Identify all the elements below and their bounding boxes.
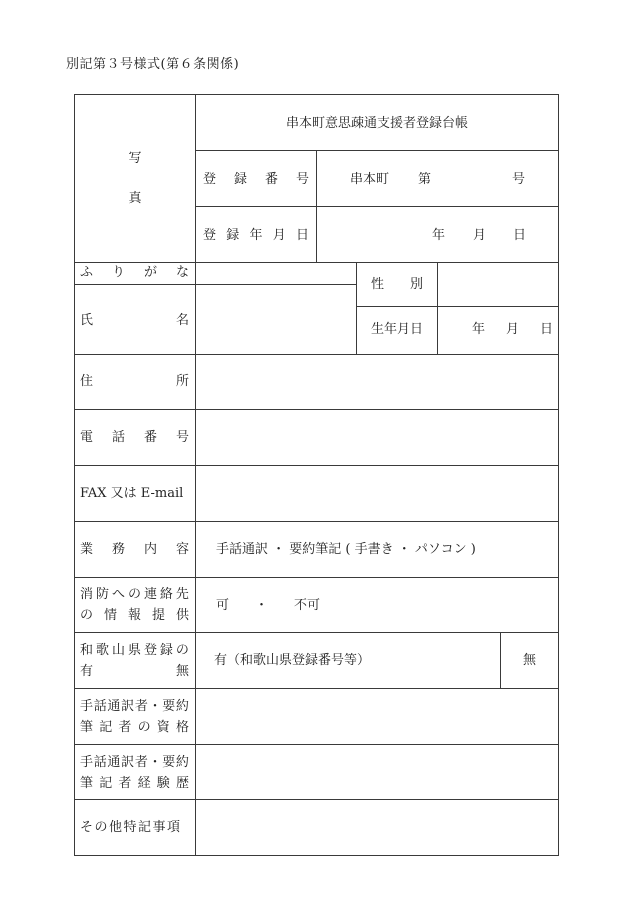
fire-info-value: 可 ・ 不可 [216, 598, 321, 613]
qualification-label-line1 [80, 698, 189, 715]
char: 情 [103, 608, 117, 623]
ledger-title: 串本町意思疎通支援者登録台帳 [285, 116, 468, 131]
fire-info-label-line1 [80, 586, 189, 603]
wakayama-label-line1 [80, 642, 189, 659]
gender-label [371, 276, 423, 293]
char: 約 [175, 699, 189, 714]
char: 手 [80, 755, 94, 770]
char: が [143, 265, 157, 280]
divider [74, 465, 559, 466]
char: 筆 [80, 776, 94, 791]
divider [74, 744, 559, 745]
char: 有 [80, 664, 94, 679]
char: 録 [226, 228, 240, 243]
char: ・ [148, 755, 162, 770]
birthdate-label: 生年月日 [370, 322, 423, 337]
char: 防 [95, 587, 109, 602]
divider [74, 262, 559, 263]
table-border-bottom [74, 855, 559, 856]
divider [316, 150, 317, 263]
char: 氏 [80, 313, 94, 328]
divider [356, 262, 357, 354]
char: 記 [99, 720, 113, 735]
char: 通 [107, 755, 121, 770]
char: 番 [143, 430, 157, 445]
char: の [175, 643, 189, 658]
char: 山 [111, 643, 125, 658]
char: 筆 [80, 720, 94, 735]
char: 性 [371, 277, 385, 292]
name-label [80, 312, 189, 329]
char: 録 [159, 643, 173, 658]
registration-dai: 第 [418, 172, 432, 187]
registration-date-year: 年 [432, 228, 446, 243]
char: 者 [118, 776, 132, 791]
registration-date-label [203, 227, 309, 244]
char: 登 [203, 228, 217, 243]
divider [74, 521, 559, 522]
char: 歌 [95, 643, 109, 658]
char: 供 [175, 608, 189, 623]
registration-number-label [203, 171, 309, 188]
other-notes-label: その他特記事項 [80, 820, 182, 835]
char: 無 [175, 664, 189, 679]
char: 電 [80, 430, 94, 445]
char: 報 [127, 608, 141, 623]
char: 消 [80, 587, 94, 602]
divider [195, 206, 559, 207]
char: 要 [162, 699, 176, 714]
divider [74, 284, 356, 285]
char: ふ [80, 265, 94, 280]
char: 資 [156, 720, 170, 735]
divider [74, 688, 559, 689]
wakayama-no: 無 [522, 653, 536, 668]
phone-label [80, 429, 189, 446]
char: 約 [175, 755, 189, 770]
table-border-top [74, 94, 559, 95]
char: の [80, 608, 94, 623]
char: 提 [151, 608, 165, 623]
char: 登 [203, 172, 217, 187]
fax-email-label: FAX 又は E-mail [80, 486, 184, 501]
photo-label-1: 写 [128, 151, 142, 166]
char: 連 [143, 587, 157, 602]
char: の [127, 587, 141, 602]
experience-label-line2 [80, 775, 189, 792]
char: 務 [111, 542, 125, 557]
char: 業 [80, 542, 94, 557]
char: 経 [137, 776, 151, 791]
char: 番 [264, 172, 278, 187]
char: 験 [156, 776, 170, 791]
char: 録 [233, 172, 247, 187]
char: 訳 [121, 699, 135, 714]
char: な [175, 265, 189, 280]
label-column-divider [195, 94, 196, 856]
char: 要 [162, 755, 176, 770]
divider [74, 409, 559, 410]
registration-go: 号 [512, 172, 526, 187]
divider [356, 306, 559, 307]
char: 話 [111, 430, 125, 445]
char: 容 [175, 542, 189, 557]
birthdate-day: 日 [540, 322, 554, 337]
fire-info-label-line2 [80, 607, 189, 624]
char: 年 [249, 228, 263, 243]
qualification-label-line2 [80, 719, 189, 736]
wakayama-label-line2 [80, 663, 189, 680]
divider [437, 262, 438, 354]
char: 者 [134, 699, 148, 714]
char: 絡 [159, 587, 173, 602]
divider [74, 799, 559, 800]
char: 者 [134, 755, 148, 770]
char: 県 [127, 643, 141, 658]
char: り [111, 265, 125, 280]
registration-town: 串本町 [350, 172, 390, 187]
char: 日 [295, 228, 309, 243]
char: 手 [80, 699, 94, 714]
char: 登 [143, 643, 157, 658]
char: 訳 [121, 755, 135, 770]
char: 歴 [175, 776, 189, 791]
char: 号 [295, 172, 309, 187]
char: の [137, 720, 151, 735]
divider [74, 577, 559, 578]
char: 話 [93, 699, 107, 714]
char: 先 [175, 587, 189, 602]
registration-date-month: 月 [473, 228, 487, 243]
char: 内 [143, 542, 157, 557]
birthdate-year: 年 [472, 322, 486, 337]
char: 住 [80, 374, 94, 389]
char: 話 [93, 755, 107, 770]
form-reference: 別記第３号様式(第６条関係) [66, 57, 240, 72]
table-border-right [558, 94, 559, 856]
photo-label-2: 真 [128, 191, 142, 206]
char: ・ [148, 699, 162, 714]
char: 別 [409, 277, 423, 292]
experience-label-line1 [80, 754, 189, 771]
char: 通 [107, 699, 121, 714]
char: へ [111, 587, 125, 602]
registration-date-day: 日 [513, 228, 527, 243]
divider [195, 150, 559, 151]
char: 記 [99, 776, 113, 791]
divider [74, 354, 559, 355]
char: 和 [80, 643, 94, 658]
divider [74, 632, 559, 633]
birthdate-month: 月 [506, 322, 520, 337]
char: 月 [272, 228, 286, 243]
char: 号 [175, 430, 189, 445]
char: 所 [175, 374, 189, 389]
address-label [80, 373, 189, 390]
wakayama-yes: 有（和歌山県登録番号等） [214, 653, 371, 668]
furigana-label [80, 264, 189, 281]
work-value: 手話通訳 ・ 要約筆記 ( 手書き ・ パソコン ) [216, 542, 476, 557]
work-label [80, 541, 189, 558]
char: 格 [175, 720, 189, 735]
table-border-left [74, 94, 75, 856]
char: 者 [118, 720, 132, 735]
char: 名 [175, 313, 189, 328]
